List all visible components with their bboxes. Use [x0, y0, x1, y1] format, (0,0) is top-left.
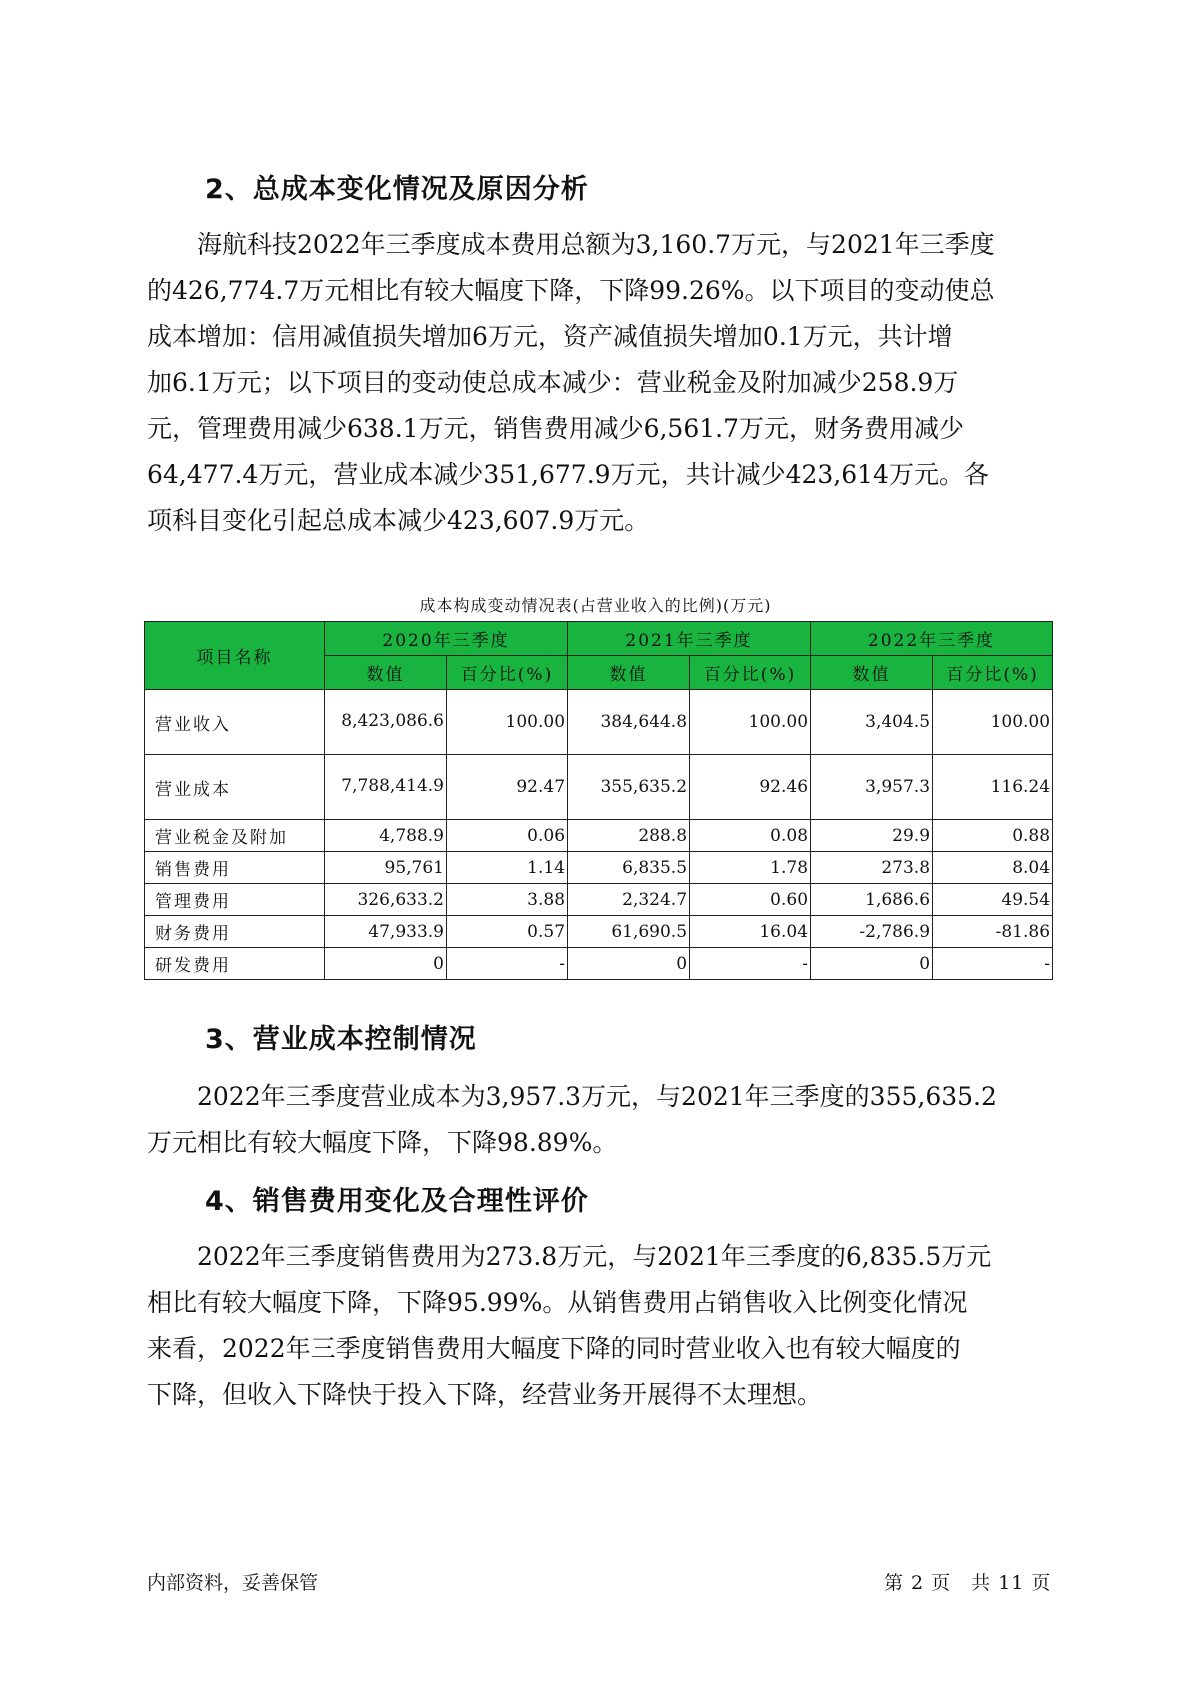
table-row: [145, 916, 1053, 948]
text-line: 海航科技2022年三季度成本费用总额为3,160.7万元，与2021年三季度: [147, 230, 995, 259]
value-header: 数值: [568, 656, 690, 690]
text-line: 加6.1万元；以下项目的变动使总成本减少：营业税金及附加减少258.9万: [147, 368, 959, 397]
cell-value: 6,835.5: [568, 852, 690, 884]
period-header: 2022年三季度: [811, 622, 1053, 656]
cell-percent: 1.78: [690, 852, 811, 884]
cost-structure-table: [144, 621, 1053, 980]
table-row: [145, 852, 1053, 884]
cell-value: 8,423,086.6: [325, 690, 447, 755]
cell-percent: 0.08: [690, 820, 811, 852]
cell-percent: 0.60: [690, 884, 811, 916]
cell-percent: 100.00: [933, 690, 1053, 755]
row-name: 财务费用: [145, 916, 325, 948]
footer-page-number: 第 2 页 共 11 页: [884, 1572, 1052, 1594]
item-name-header: 项目名称: [145, 622, 325, 690]
cell-value: 61,690.5: [568, 916, 690, 948]
percent-header: 百分比(%): [447, 656, 568, 690]
cell-percent: -: [690, 948, 811, 980]
row-name: 研发费用: [145, 948, 325, 980]
cell-percent: 100.00: [690, 690, 811, 755]
cell-value: 29.9: [811, 820, 933, 852]
cell-value: 4,788.9: [325, 820, 447, 852]
cell-value: 0: [325, 948, 447, 980]
value-header: 数值: [325, 656, 447, 690]
cell-value: 1,686.6: [811, 884, 933, 916]
cell-percent: 92.47: [447, 755, 568, 820]
table-row: [145, 755, 1053, 820]
section-heading-operating-cost: 3、营业成本控制情况: [205, 1024, 477, 1055]
text-line: 项科目变化引起总成本减少423,607.9万元。: [147, 506, 650, 535]
row-name: 管理费用: [145, 884, 325, 916]
cell-value: 0: [811, 948, 933, 980]
period-header: 2020年三季度: [325, 622, 568, 656]
cell-percent: -: [447, 948, 568, 980]
table-row: [145, 948, 1053, 980]
cell-percent: 49.54: [933, 884, 1053, 916]
footer-confidential-note: 内部资料，妥善保管: [147, 1572, 319, 1594]
text-line: 下降，但收入下降快于投入下降，经营业务开展得不太理想。: [147, 1380, 823, 1409]
text-line: 相比有较大幅度下降，下降95.99%。从销售费用占销售收入比例变化情况: [147, 1288, 968, 1317]
percent-header: 百分比(%): [933, 656, 1053, 690]
text-line: 64,477.4万元，营业成本减少351,677.9万元，共计减少423,614万元。各: [147, 460, 989, 489]
text-line: 2022年三季度销售费用为273.8万元，与2021年三季度的6,835.5万元: [147, 1242, 992, 1271]
cell-percent: -81.86: [933, 916, 1053, 948]
row-name: 营业收入: [145, 690, 325, 755]
cell-value: 384,644.8: [568, 690, 690, 755]
section-heading-total-cost: 2、总成本变化情况及原因分析: [205, 174, 589, 205]
cell-value: 0: [568, 948, 690, 980]
cell-percent: 0.06: [447, 820, 568, 852]
period-header: 2021年三季度: [568, 622, 811, 656]
cell-percent: 0.88: [933, 820, 1053, 852]
cell-percent: 100.00: [447, 690, 568, 755]
paragraph-selling-expense: [147, 1234, 1047, 1418]
cell-percent: -: [933, 948, 1053, 980]
cell-value: 2,324.7: [568, 884, 690, 916]
row-name: 销售费用: [145, 852, 325, 884]
cell-percent: 92.46: [690, 755, 811, 820]
cell-percent: 116.24: [933, 755, 1053, 820]
section-heading-selling-expense: 4、销售费用变化及合理性评价: [205, 1186, 589, 1217]
cell-percent: 16.04: [690, 916, 811, 948]
cell-value: -2,786.9: [811, 916, 933, 948]
table-row: [145, 820, 1053, 852]
cell-value: 273.8: [811, 852, 933, 884]
cell-value: 47,933.9: [325, 916, 447, 948]
value-header: 数值: [811, 656, 933, 690]
text-line: 元，管理费用减少638.1万元，销售费用减少6,561.7万元，财务费用减少: [147, 414, 964, 443]
cell-value: 355,635.2: [568, 755, 690, 820]
cell-value: 326,633.2: [325, 884, 447, 916]
cell-value: 7,788,414.9: [325, 755, 447, 820]
paragraph-operating-cost: [147, 1074, 1047, 1166]
cell-value: 95,761: [325, 852, 447, 884]
cell-percent: 3.88: [447, 884, 568, 916]
cell-value: 3,404.5: [811, 690, 933, 755]
text-line: 万元相比有较大幅度下降，下降98.89%。: [147, 1128, 618, 1157]
cell-percent: 0.57: [447, 916, 568, 948]
cell-value: 288.8: [568, 820, 690, 852]
row-name: 营业成本: [145, 755, 325, 820]
paragraph-total-cost: [147, 222, 1047, 544]
row-name: 营业税金及附加: [145, 820, 325, 852]
percent-header: 百分比(%): [690, 656, 811, 690]
table-caption: 成本构成变动情况表(占营业收入的比例)(万元): [419, 596, 772, 615]
text-line: 成本增加：信用减值损失增加6万元，资产减值损失增加0.1万元，共计增: [147, 322, 953, 351]
table-row: [145, 690, 1053, 755]
text-line: 的426,774.7万元相比有较大幅度下降，下降99.26%。以下项目的变动使总: [147, 276, 995, 305]
table-row: [145, 884, 1053, 916]
cell-percent: 1.14: [447, 852, 568, 884]
cell-value: 3,957.3: [811, 755, 933, 820]
text-line: 来看，2022年三季度销售费用大幅度下降的同时营业收入也有较大幅度的: [147, 1334, 961, 1363]
cell-percent: 8.04: [933, 852, 1053, 884]
text-line: 2022年三季度营业成本为3,957.3万元，与2021年三季度的355,635.2: [147, 1082, 997, 1111]
